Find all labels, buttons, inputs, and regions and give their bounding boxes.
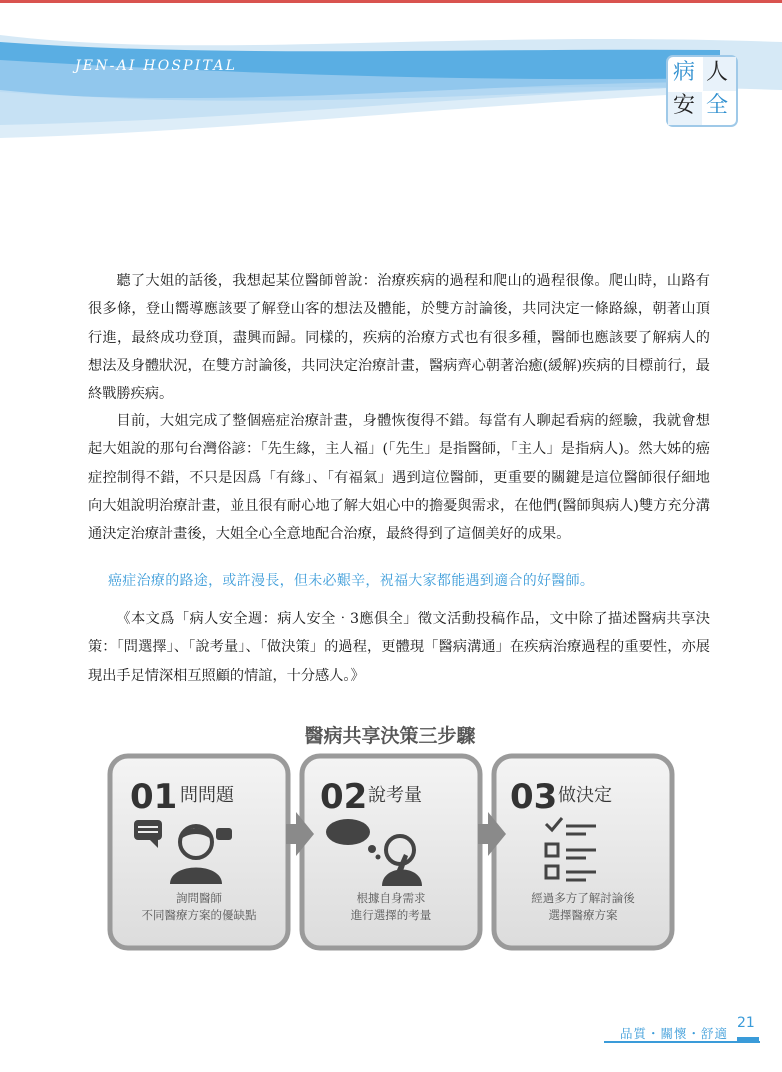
step-1-number: 01 (130, 777, 178, 817)
logo-char-2: 人 (705, 60, 728, 85)
footer-accent (737, 1037, 759, 1042)
article-paragraph-2: 目前，大姐完成了整個癌症治療計畫，身體恢復得不錯。每當有人聊起看病的經驗，我就會想起大姐說的那句台灣俗諺：「先生緣，主人福」(「先生」是指醫師，「主人」是指病人)。然大姊的癌症控制得不錯，不只是因爲「有緣」、「有福氣」遇到這位醫師，更重要的關鍵是這位醫師很仔細地向大姐說明治療計畫，並且很有耐心地了解大姐心中的擔憂與需求，在他們(醫師與病人)雙方充分溝通決定治療計畫後，大姐全心全意地配合治療，最終得到了這個美好的成果。 (88, 413, 710, 543)
step-3-label: 做決定 (558, 785, 612, 806)
step-1-desc-2: 不同醫療方案的優缺點 (141, 908, 257, 922)
step-2-desc-2: 進行選擇的考量 (350, 908, 432, 922)
article-paragraph-1: 聽了大姐的話後，我想起某位醫師曾說：治療疾病的過程和爬山的過程很像。爬山時，山路有很多條，登山嚮導應該要了解登山客的想法及體能，於雙方討論後，共同決定一條路線，朝著山頂行進，最終成功登頂，盡興而歸。同樣的，疾病的治療方式也有很多種，醫師也應該要了解病人的想法及身體狀況，在雙方討論後，共同決定治療計畫，醫病齊心朝著治癒(緩解)疾病的目標前行，最終戰勝疾病。 (88, 273, 710, 403)
footer-slogan: 品質・關懷・舒適 (620, 1026, 729, 1041)
step-2-number: 02 (320, 777, 368, 817)
step-2-label: 說考量 (368, 785, 422, 806)
highlight-blessing: 癌症治療的路途，或許漫長，但未必艱辛，祝福大家都能遇到適合的好醫師。 (108, 573, 595, 589)
step-1-label: 問問題 (180, 785, 234, 806)
step-3-desc-1: 經過多方了解討論後 (531, 891, 635, 905)
sdm-three-steps-figure (100, 716, 680, 956)
article-paragraph-3: 《本文爲「病人安全週：病人安全‧3應俱全」徵文活動投稿作品，文中除了描述醫病共享決策：「問選擇」、「說考量」、「做決策」的過程，更體現「醫病溝通」在疾病治療過程的重要性，亦展現出手足情深相互照顧的情誼，十分感人。》 (88, 611, 710, 684)
step-3-number: 03 (510, 777, 558, 817)
figure-title: 醫病共享決策三步驟 (304, 725, 476, 747)
page-number: 21 (737, 1015, 755, 1031)
logo-char-4: 全 (705, 93, 728, 118)
logo-char-3: 安 (672, 93, 695, 118)
step-3-desc-2: 選擇醫療方案 (548, 908, 618, 922)
logo-char-1: 病 (672, 60, 695, 85)
patient-safety-logo (669, 58, 735, 124)
step-1-desc-1: 詢問醫師 (176, 891, 222, 905)
hospital-brand: JEN-AI HOSPITAL (75, 58, 238, 74)
top-accent-line (0, 0, 782, 3)
step-2-desc-1: 根據自身需求 (356, 891, 426, 905)
